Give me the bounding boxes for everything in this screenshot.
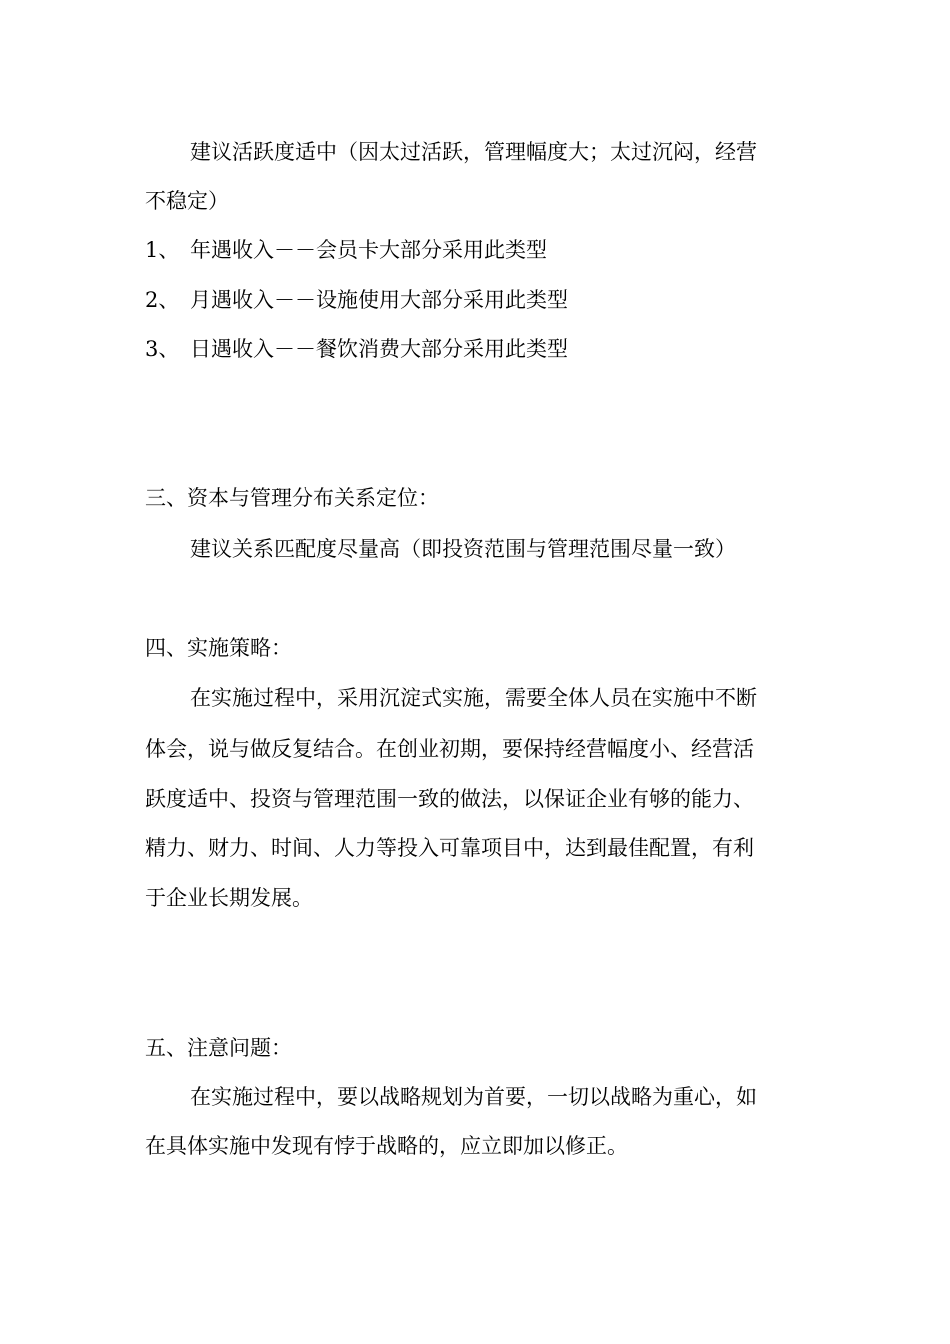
section-4-line-3: 跃度适中、投资与管理范围一致的做法，以保证企业有够的能力、 <box>145 787 754 811</box>
section-5-heading: 五、注意问题： <box>145 1036 292 1060</box>
list-item-number: 2、 <box>145 288 180 312</box>
section-3-heading: 三、资本与管理分布关系定位： <box>145 486 439 510</box>
section-3-body: 建议关系匹配度尽量高（即投资范围与管理范围尽量一致） <box>190 537 736 561</box>
section-4-line-4: 精力、财力、时间、人力等投入可靠项目中，达到最佳配置，有利 <box>145 836 754 860</box>
section-4-line-1: 在实施过程中，采用沉淀式实施，需要全体人员在实施中不断 <box>190 686 757 710</box>
activity-paragraph-line-1: 建议活跃度适中（因太过活跃，管理幅度大；太过沉闷，经营 <box>190 140 757 164</box>
list-item <box>145 286 568 314</box>
section-5-line-1: 在实施过程中，要以战略规划为首要，一切以战略为重心，如 <box>190 1085 757 1109</box>
activity-paragraph-line-2: 不稳定） <box>145 189 229 213</box>
section-4-heading: 四、实施策略： <box>145 636 292 660</box>
list-item-number: 3、 <box>145 337 180 361</box>
list-item-text: 年遇收入－－会员卡大部分采用此类型 <box>190 238 547 262</box>
section-4-line-2: 体会，说与做反复结合。在创业初期，要保持经营幅度小、经营活 <box>145 737 754 761</box>
list-item-text: 月遇收入－－设施使用大部分采用此类型 <box>190 288 568 312</box>
section-5-line-2: 在具体实施中发现有悖于战略的，应立即加以修正。 <box>145 1134 628 1158</box>
list-item <box>145 236 547 264</box>
list-item-number: 1、 <box>145 238 180 262</box>
list-item-text: 日遇收入－－餐饮消费大部分采用此类型 <box>190 337 568 361</box>
section-4-line-5: 于企业长期发展。 <box>145 886 313 910</box>
list-item <box>145 335 568 363</box>
